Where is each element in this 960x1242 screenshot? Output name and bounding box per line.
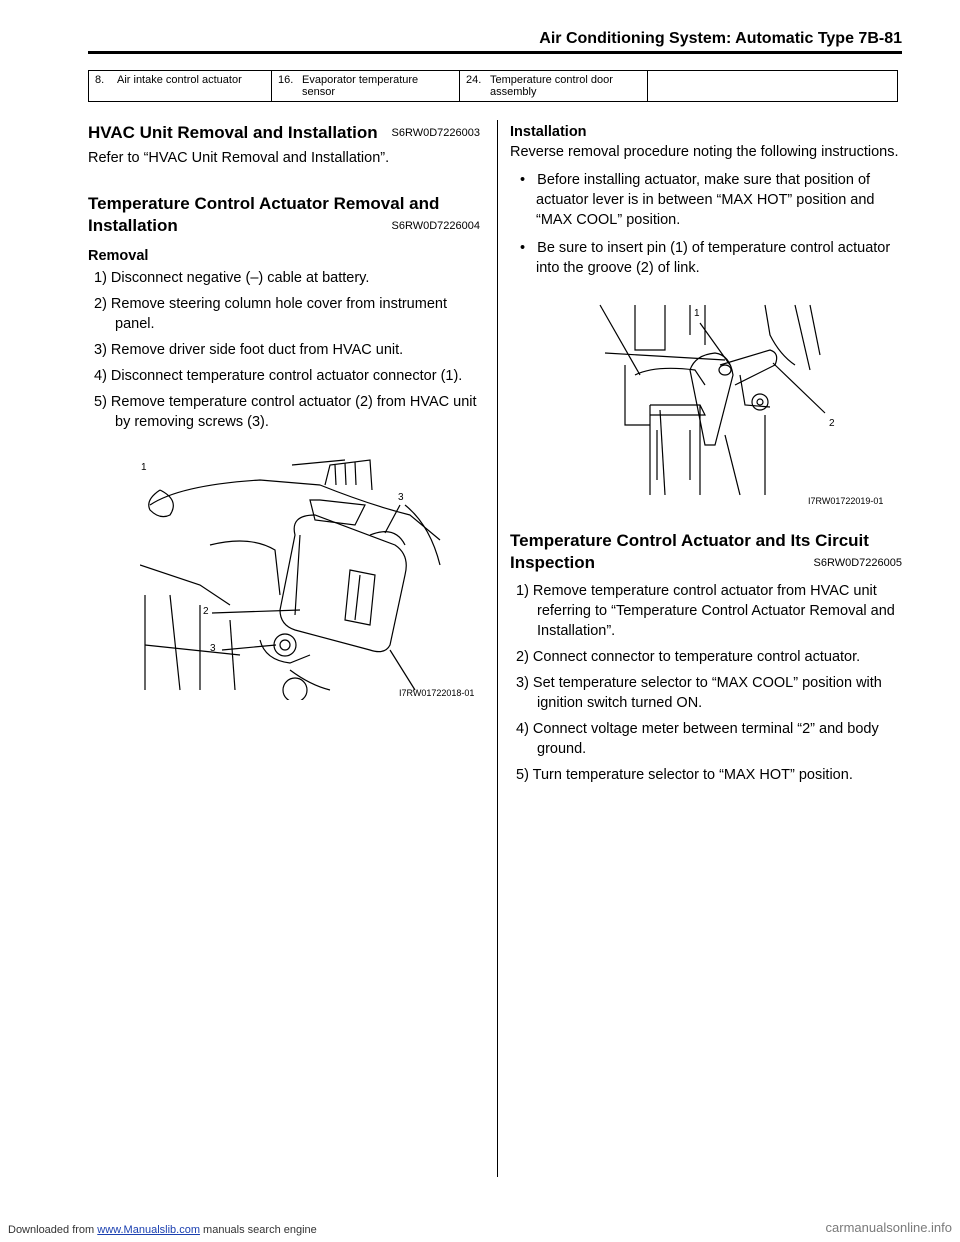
legend-num: 8.: [95, 74, 105, 86]
section-text: Refer to “HVAC Unit Removal and Installation”.: [88, 150, 390, 166]
installation-heading: Installation: [510, 124, 587, 140]
bullet-text: Before installing actuator, make sure that position of actuator lever is in between “MAX HOT” position and “MAX COOL” position.: [536, 172, 875, 228]
legend-text: Air intake control actuator: [117, 74, 242, 86]
figure-label-1: 1: [141, 462, 147, 473]
actuator-removal-figure: [140, 445, 480, 700]
figure-label-3b: 3: [210, 643, 216, 654]
figure-label-3: 3: [398, 492, 404, 503]
footer-suffix: manuals search engine: [199, 1224, 317, 1236]
inspection-step: 3) Set temperature selector to “MAX COOL” position with ignition switch turned ON.: [516, 675, 882, 711]
bullet-item: • Before installing actuator, make sure that position of actuator lever is in between “MAX HOT” position and “MAX COOL” position.: [520, 172, 875, 228]
section-actuator: [88, 193, 480, 438]
footer-prefix: Downloaded from: [8, 1224, 98, 1236]
section-inspection: [510, 530, 902, 791]
page-header-title: Air Conditioning System: Automatic Type 7B-81: [539, 30, 902, 47]
section-title: [510, 530, 902, 574]
section-code: S6RW0D7226004: [391, 220, 480, 232]
section-code: S6RW0D7226005: [813, 557, 902, 569]
watermark: carmanualsonline.info: [825, 1220, 952, 1235]
installation-text: Reverse removal procedure noting the following instructions.: [510, 144, 899, 160]
download-footer: [8, 1224, 317, 1236]
removal-step: 3) Remove driver side foot duct from HVAC unit.: [94, 342, 404, 358]
header-rule: [88, 51, 902, 54]
legend-cell: [272, 71, 460, 102]
legend-num: 16.: [278, 74, 294, 86]
removal-step: 2) Remove steering column hole cover from instrument panel.: [94, 296, 447, 332]
section-title: [88, 193, 480, 237]
figure2-label-2: 2: [829, 418, 835, 429]
legend-num: 24.: [466, 74, 482, 86]
section-title-line1: Temperature Control Actuator and Its Circuit: [510, 531, 869, 550]
legend-cell: [648, 71, 898, 102]
removal-heading: Removal: [88, 248, 149, 264]
removal-step: 4) Disconnect temperature control actuator connector (1).: [94, 368, 463, 384]
bullet-item: • Be sure to insert pin (1) of temperature control actuator into the groove (2) of link.: [520, 240, 891, 276]
inspection-step: 4) Connect voltage meter between terminal “2” and body ground.: [516, 721, 879, 757]
bullet-text: Be sure to insert pin (1) of temperature control actuator into the groove (2) of link.: [536, 240, 891, 276]
pin-groove-figure: [595, 295, 875, 500]
legend-text: Evaporator temperature sensor: [302, 74, 419, 98]
legend-cell: [89, 71, 272, 102]
inspection-step: 2) Connect connector to temperature control actuator.: [516, 649, 861, 665]
manualslib-link[interactable]: www.Manualslib.com: [97, 1224, 200, 1236]
figure-label-2: 2: [203, 606, 209, 617]
column-divider: [497, 120, 498, 1177]
section-title-text: HVAC Unit Removal and Installation: [88, 123, 378, 142]
installation-block: [510, 122, 902, 286]
legend-text: Temperature control door assembly: [490, 74, 613, 98]
section-code: S6RW0D7226003: [391, 127, 480, 139]
section-hvac: [88, 122, 480, 168]
figure2-code: I7RW01722019-01: [808, 496, 884, 506]
section-title-line2: Installation: [88, 216, 178, 235]
removal-step: 1) Disconnect negative (–) cable at battery.: [94, 270, 370, 286]
legend-cell: [460, 71, 648, 102]
inspection-step: 1) Remove temperature control actuator from HVAC unit referring to “Temperature Control Actuator Removal and Installation”.: [516, 583, 895, 639]
section-title-line2: Inspection: [510, 553, 596, 572]
figure-code: I7RW01722018-01: [399, 688, 475, 698]
legend-table: [88, 70, 898, 102]
section-title: [88, 122, 480, 144]
removal-step: 5) Remove temperature control actuator (2) from HVAC unit by removing screws (3).: [94, 394, 477, 430]
inspection-step: 5) Turn temperature selector to “MAX HOT” position.: [516, 767, 853, 783]
figure2-label-1: 1: [694, 308, 700, 319]
section-title-line1: Temperature Control Actuator Removal and: [88, 194, 440, 213]
